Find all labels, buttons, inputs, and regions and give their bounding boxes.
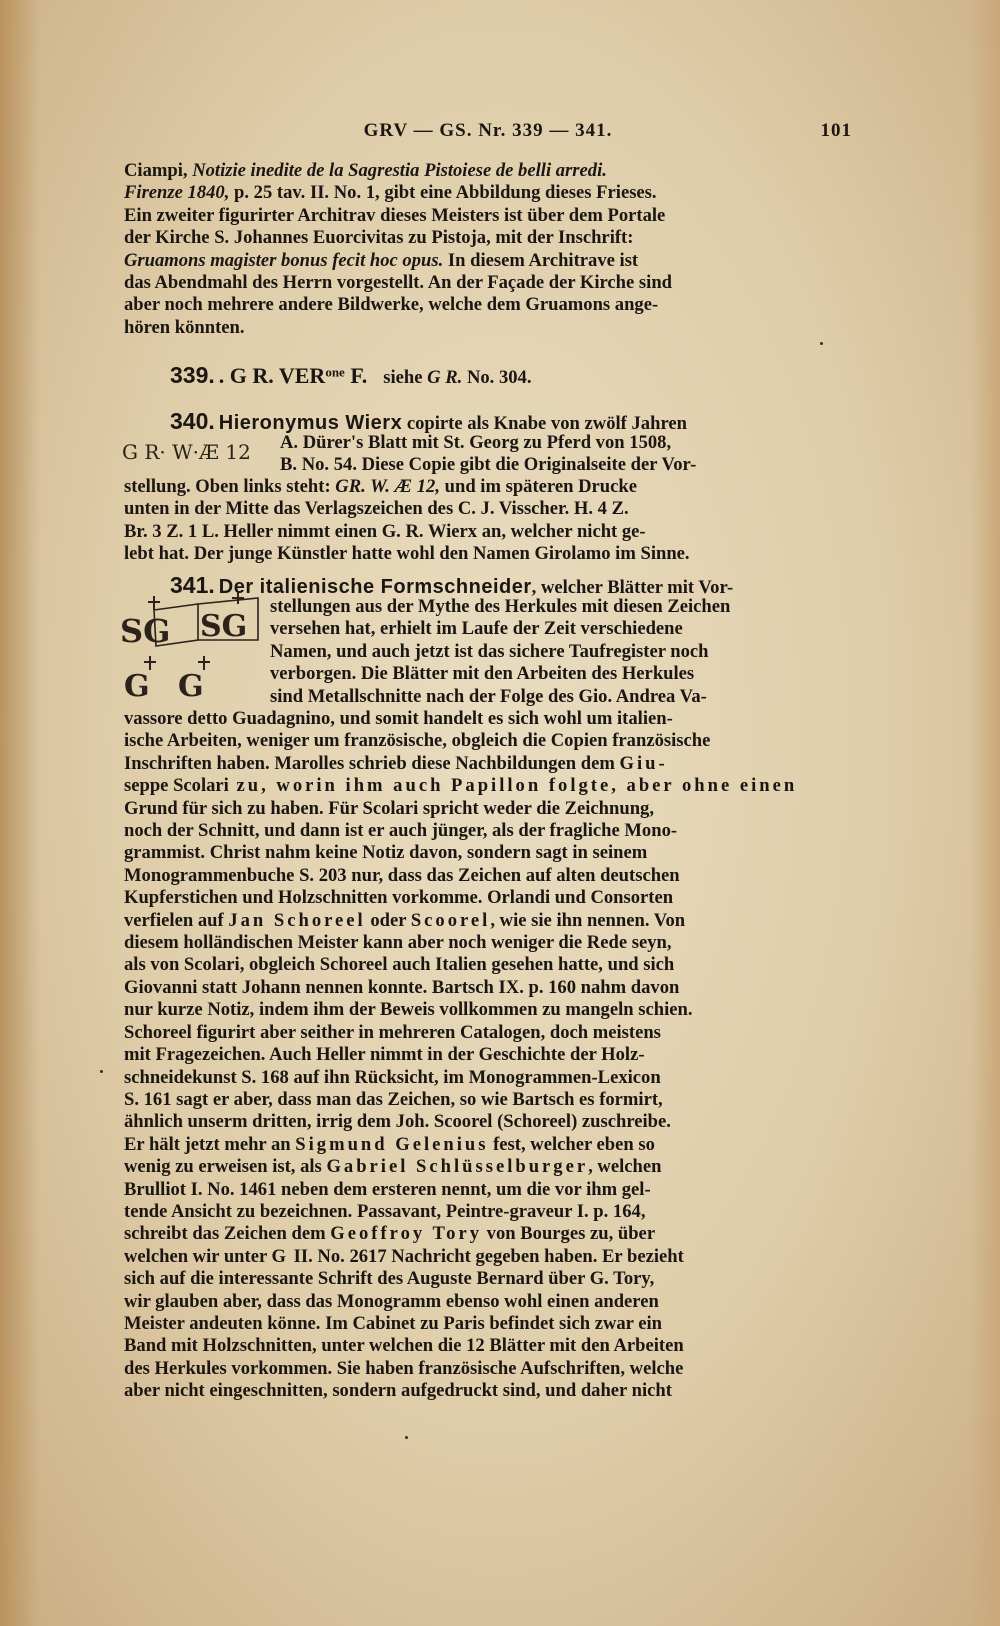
text-line: [124, 798, 852, 820]
text-segment: Brulliot I. No. 1461 neben dem ersteren nennt, um die vor ihm gel-: [124, 1178, 651, 1200]
monogram-g-2: G: [178, 669, 204, 704]
text-line: [124, 1246, 852, 1268]
text-line: B. No. 54. Diese Copie gibt die Originalseite der Vor-: [280, 454, 697, 476]
text-line: [124, 1291, 852, 1313]
text-line: hören könnten.: [124, 316, 245, 338]
text-line: [124, 753, 852, 775]
text-segment: fest, welcher eben so: [488, 1133, 655, 1155]
text-segment: S. 161 sagt er aber, dass man das Zeichen, so wie Bartsch es formirt,: [124, 1088, 663, 1110]
intro-paragraph: [124, 160, 852, 339]
text-segment: wenig zu erweisen ist, als: [124, 1156, 327, 1178]
text-line: [124, 1089, 852, 1111]
spaced-name: Sigmund Gelenius: [295, 1133, 489, 1155]
text-line: das Abendmahl des Herrn vorgestellt. An der Façade der Kirche sind: [124, 272, 673, 294]
entry-339: 339. . G R. $VER^{one}$ F. siehe G R. No. 304.: [170, 362, 532, 388]
text-segment: seppe Scolari: [124, 775, 229, 797]
text-segment: als von Scolari, obgleich Schoreel auch Italien gesehen hatte, und sich: [124, 954, 675, 976]
text-segment: Band mit Holzschnitten, unter welchen die 12 Blätter mit den Arbeiten: [124, 1335, 684, 1357]
text-segment: , wie sie ihn nennen. Von: [490, 909, 686, 931]
text-line: [124, 999, 852, 1021]
text-segment: verfielen auf: [124, 909, 229, 931]
artist-name: Der italienische Formschneider: [218, 576, 532, 598]
header-title: GRV — GS. Nr. 339 — 341.: [363, 120, 613, 141]
text-segment: ähnlich unserm dritten, irrig dem Joh. Scoorel (Schoreel) zuschreibe.: [124, 1111, 671, 1133]
running-header: [124, 120, 852, 150]
entry-340-body: [124, 476, 852, 566]
entry-340-head: 340. Hieronymus Wierx copirte als Knabe von zwölf Jahren: [170, 408, 687, 434]
text-line: [124, 1067, 852, 1089]
text-segment: Monogrammenbuche S. 203 nur, dass das Zeichen auf alten deutschen: [124, 864, 680, 886]
text-segment: des Herkules vorkommen. Sie haben französische Aufschriften, welche: [124, 1357, 684, 1379]
text-segment: Inschriften haben. Marolles schrieb diese Nachbildungen dem: [124, 752, 620, 774]
text-line: [124, 1201, 852, 1223]
text-line: stellung. Oben links steht: GR. W. Æ 12, und im späteren Drucke: [124, 476, 637, 497]
text-line: Gruamons magister bonus fecit hoc opus. In diesem Architrave ist: [124, 249, 639, 271]
text-segment: aber nicht eingeschnitten, sondern aufgedruckt sind, und daher nicht: [124, 1380, 672, 1402]
text-line: [124, 708, 852, 730]
text-line: [124, 1223, 852, 1245]
text-segment: sich auf die interessante Schrift des Auguste Bernard über G. Tory,: [124, 1268, 655, 1290]
text-segment: vassore detto Guadagnino, und somit handelt es sich wohl um italien-: [124, 708, 673, 729]
page-number: 101: [820, 120, 852, 141]
text-line: [124, 820, 852, 842]
text-line: Namen, und auch jetzt ist das sichere Taufregister noch: [270, 640, 709, 662]
text-segment: Er hält jetzt mehr an: [124, 1133, 296, 1155]
paper-speck: [100, 1070, 103, 1073]
text-line: Br. 3 Z. 1 L. Heller nimmt einen G. R. Wierx an, welcher nicht ge-: [124, 520, 646, 542]
text-segment: mit Fragezeichen. Auch Heller nimmt in der Geschichte der Holz-: [124, 1044, 645, 1066]
text-line: [124, 730, 852, 752]
text-segment: ische Arbeiten, weniger um französische, obgleich die Copien französische: [124, 730, 711, 752]
text-segment: wir glauben aber, dass das Monogramm ebenso wohl einen anderen: [124, 1290, 659, 1312]
text-line: Firenze 1840, p. 25 tav. II. No. 1, gibt eine Abbildung dieses Frieses.: [124, 182, 657, 204]
spaced-name: Gabriel Schlüsselburger: [326, 1156, 589, 1178]
paper-speck: [820, 342, 823, 345]
text-line: [124, 1134, 852, 1156]
text-line: [124, 932, 852, 954]
monogram-sg-2: SG: [200, 609, 248, 644]
text-segment: grammist. Christ nahm keine Notiz davon, sondern sagt in seinem: [124, 842, 648, 864]
entry-340-indented: [280, 432, 852, 477]
entry-number: 339.: [170, 362, 215, 388]
text-line: [124, 910, 852, 932]
text-line: [124, 865, 852, 887]
text-line: [124, 977, 852, 999]
page-edge-shadow-left: [0, 0, 40, 1626]
spaced-name: Giu-: [619, 752, 668, 774]
monogram-sg-1: SG: [120, 612, 171, 650]
monogram-figures: [118, 590, 268, 708]
text-segment: schreibt das Zeichen dem: [124, 1223, 331, 1245]
artist-name: Hieronymus Wierx: [218, 412, 403, 434]
spaced-name: Scoorel: [410, 909, 491, 931]
text-segment: Schoreel figurirt aber seither in mehreren Catalogen, doch meistens: [124, 1021, 661, 1043]
text-line: [124, 842, 852, 864]
text-line: unten in der Mitte das Verlagszeichen des C. J. Visscher. H. 4 Z.: [124, 498, 629, 520]
monogram-gr-wae: G R· W·Æ 12: [122, 440, 251, 464]
entry-341-head: 341. Der italienische Formschneider, welcher Blätter mit Vor-: [170, 572, 734, 598]
text-line: [124, 1358, 852, 1380]
spaced-name: zu, worin ihm auch Papillon folgte, aber ohne einen: [228, 775, 798, 797]
text-line: [124, 1335, 852, 1357]
text-line: sind Metallschnitte nach der Folge des Gio. Andrea Va-: [270, 685, 707, 707]
text-line: [124, 887, 852, 909]
text-line: [124, 1268, 852, 1290]
text-segment: schneidekunst S. 168 auf ihn Rücksicht, im Monogrammen-Lexicon: [124, 1066, 661, 1088]
text-line: [124, 1313, 852, 1335]
monogram-g-1: G: [124, 669, 150, 704]
text-segment: tende Ansicht zu bezeichnen. Passavant, Peintre-graveur I. p. 164,: [124, 1200, 646, 1222]
text-line: [124, 954, 852, 976]
text-segment: Giovanni statt Johann nennen konnte. Bartsch IX. p. 160 nahm davon: [124, 976, 680, 998]
text-segment: welchen wir unter: [124, 1245, 272, 1267]
text-segment: oder: [365, 909, 411, 931]
text-line: verborgen. Die Blätter mit den Arbeiten des Herkules: [270, 663, 695, 685]
text-segment: noch der Schnitt, und dann ist er auch jünger, als der fragliche Mono-: [124, 820, 678, 842]
text-line: [124, 775, 852, 797]
text-line: [124, 1380, 852, 1402]
text-line: Ein zweiter figurirter Architrav dieses Meisters ist über dem Portale: [124, 204, 666, 226]
spaced-name: Jan Schoreel: [228, 909, 366, 931]
entry-341-body: [124, 708, 852, 1403]
text-line: [124, 1111, 852, 1133]
entry-341-indented: [270, 596, 852, 708]
spaced-name: Geoffroy Tory: [330, 1223, 483, 1245]
text-line: lebt hat. Der junge Künstler hatte wohl den Namen Girolamo im Sinne.: [124, 543, 690, 565]
text-line: [124, 1179, 852, 1201]
text-segment: Meister andeuten könne. Im Cabinet zu Paris befindet sich zwar ein: [124, 1312, 663, 1334]
text-segment: Grund für sich zu haben. Für Scolari spricht weder die Zeichnung,: [124, 797, 654, 819]
text-line: [124, 1044, 852, 1066]
spaced-name: G: [271, 1245, 290, 1267]
text-segment: II. No. 2617 Nachricht gegeben haben. Er bezieht: [289, 1245, 684, 1267]
text-line: der Kirche S. Johannes Euorcivitas zu Pistoja, mit der Inschrift:: [124, 227, 634, 249]
text-segment: diesem holländischen Meister kann aber noch weniger die Rede seyn,: [124, 932, 672, 954]
text-line: stellungen aus der Mythe des Herkules mit diesen Zeichen: [270, 596, 731, 617]
page-edge-shadow-right: [970, 0, 1000, 1626]
text-line: aber noch mehrere andere Bildwerke, welche dem Gruamons ange-: [124, 294, 659, 316]
text-segment: Kupferstichen und Holzschnitten vorkomme. Orlandi und Consorten: [124, 887, 674, 909]
text-segment: , welchen: [588, 1156, 662, 1178]
text-line: [124, 1022, 852, 1044]
text-segment: von Bourges zu, über: [482, 1223, 656, 1245]
paper-speck: [405, 1436, 408, 1439]
entry-monogram-text: . G R. VER: [218, 363, 326, 388]
text-segment: nur kurze Notiz, indem ihm der Beweis vollkommen zu mangeln schien.: [124, 999, 693, 1021]
text-line: [124, 1156, 852, 1178]
entry-number: 340.: [170, 408, 215, 434]
text-line: Ciampi, Notizie inedite de la Sagrestia Pistoiese de belli arredi.: [124, 160, 607, 181]
entry-reference: siehe G R. No. 304.: [383, 367, 532, 388]
entry-number: 341.: [170, 572, 215, 598]
text-line: versehen hat, erhielt im Laufe der Zeit verschiedene: [270, 618, 683, 640]
text-line: A. Dürer's Blatt mit St. Georg zu Pferd von 1508,: [280, 432, 672, 453]
